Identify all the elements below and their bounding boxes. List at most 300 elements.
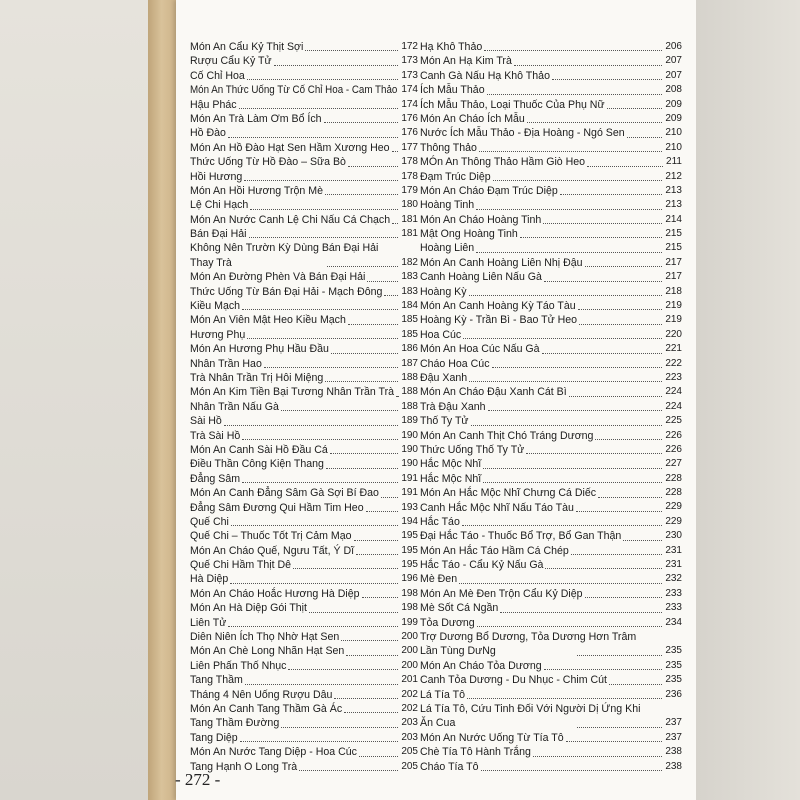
toc-entry-page: 195: [401, 530, 418, 542]
toc-entry-title: Đạm Trúc Diệp: [420, 170, 491, 183]
toc-entry: [190, 702, 418, 716]
toc-entry: [420, 155, 682, 169]
toc-entry-title: Quế Chi: [190, 515, 229, 528]
toc-entry-title: Món An Hắc Táo Hầm Cá Chép: [420, 544, 569, 557]
toc-entry-title: Hắc Táo: [420, 515, 460, 528]
toc-leader-dots: [514, 65, 662, 66]
toc-entry-title: Lá Tía Tô: [420, 688, 465, 701]
toc-leader-dots: [542, 353, 662, 354]
toc-leader-dots: [609, 684, 662, 685]
toc-column-left: [190, 40, 418, 774]
toc-entry-title: Cháo Hoa Cúc: [420, 357, 490, 370]
toc-entry: [190, 760, 418, 774]
toc-leader-dots: [463, 338, 662, 339]
toc-entry-title: Sài Hồ: [190, 415, 222, 428]
toc-entry: [190, 83, 418, 97]
toc-entry-page: 195: [401, 544, 418, 556]
toc-entry-page: 236: [665, 688, 682, 700]
toc-entry: [190, 731, 418, 745]
toc-entry-page: 224: [665, 386, 682, 398]
toc-entry: [420, 385, 682, 399]
toc-entry-page: 208: [665, 84, 682, 96]
toc-entry-page: 199: [401, 616, 418, 628]
toc-leader-dots: [249, 237, 398, 238]
toc-leader-dots: [392, 151, 398, 152]
toc-entry-page: 172: [401, 40, 418, 52]
toc-entry: [190, 328, 418, 342]
toc-entry: [190, 544, 418, 558]
toc-entry-page: 207: [665, 69, 682, 81]
toc-entry-title: Đại Hắc Táo - Thuốc Bổ Trợ, Bổ Gan Thận: [420, 530, 622, 543]
toc-entry-title: Món An Hà Diệp Gói Thịt: [190, 602, 307, 615]
toc-entry-page: 198: [401, 602, 418, 614]
toc-entry-title: Bán Đại Hải: [190, 228, 247, 241]
toc-entry: [190, 112, 418, 126]
toc-entry: [190, 529, 418, 543]
toc-entry: [420, 371, 682, 385]
toc-entry-page: 202: [401, 688, 418, 700]
toc-entry-page: 206: [665, 40, 682, 52]
toc-leader-dots: [367, 281, 398, 282]
toc-entry-title: Đậu Xanh: [420, 371, 468, 384]
toc-entry: [190, 644, 418, 658]
toc-entry-page: 215: [665, 242, 682, 254]
toc-leader-dots: [469, 295, 662, 296]
toc-entry-title: Canh Hoàng Liên Nấu Gà: [420, 271, 542, 284]
toc-entry-title: Mật Ong Hoàng Tinh: [420, 228, 518, 241]
toc-entry-title: Món An Cháo Quế, Ngưu Tất, Ý Dĩ: [190, 544, 355, 557]
toc-leader-dots: [483, 468, 662, 469]
toc-entry-title: Thức Uống Thố Ty Tử: [420, 443, 525, 456]
toc-entry-title: Hoàng Tinh: [420, 199, 475, 212]
toc-entry-page: 228: [665, 472, 682, 484]
toc-entry-title: Tang Hạnh O Long Trà: [190, 760, 298, 773]
toc-entry-title: Quế Chi Hầm Thịt Dê: [190, 559, 292, 572]
toc-entry: [420, 616, 682, 630]
toc-entry: [420, 40, 682, 54]
toc-leader-dots: [344, 712, 398, 713]
toc-entry-title: Cố Chỉ Hoa: [190, 69, 245, 82]
toc-entry: [190, 69, 418, 83]
toc-leader-dots: [325, 381, 398, 382]
toc-entry-title: Cháo Tía Tô: [420, 760, 479, 773]
toc-entry-title: Lá Tía Tô, Cứu Tinh Đối Với Người Dị Ứng Khi Ăn Cua: [420, 702, 641, 730]
toc-entry-title: Đẳng Sâm Đương Qui Hầm Tim Heo: [190, 501, 364, 514]
toc-entry: [420, 98, 682, 112]
toc-entry-title: Món An Hồi Hương Trộn Mè: [190, 184, 323, 197]
toc-leader-dots: [585, 266, 662, 267]
toc-entry: [190, 486, 418, 500]
toc-entry: [190, 558, 418, 572]
toc-entry: [190, 227, 418, 241]
toc-leader-dots: [245, 684, 398, 685]
toc-entry-page: 191: [401, 472, 418, 484]
toc-entry-title: Món An Cháo Đậu Xanh Cát Bì: [420, 386, 567, 399]
toc-entry: [190, 198, 418, 212]
background-surface: [696, 0, 800, 800]
toc-entry-page: 238: [665, 760, 682, 772]
toc-leader-dots: [627, 137, 662, 138]
toc-entry: [190, 371, 418, 385]
toc-entry: [190, 515, 418, 529]
toc-leader-dots: [354, 540, 398, 541]
toc-entry: [420, 673, 682, 687]
toc-entry: [190, 501, 418, 515]
toc-entry-title: Liên Tử: [190, 616, 227, 629]
toc-entry-page: 196: [401, 573, 418, 585]
toc-entry-page: 191: [401, 487, 418, 499]
toc-entry-title: Món An Mè Đen Trộn Cẩu Kỷ Diệp: [420, 587, 583, 600]
toc-leader-dots: [381, 497, 398, 498]
toc-entry: [420, 83, 682, 97]
toc-entry-page: 205: [401, 760, 418, 772]
toc-entry: [420, 213, 682, 227]
toc-entry-title: Hoàng Kỳ - Trần Bì - Bao Tử Heo: [420, 314, 578, 327]
toc-leader-dots: [462, 525, 662, 526]
toc-entry-title: MÓn An Thông Thảo Hầm Giò Heo: [420, 156, 586, 169]
toc-leader-dots: [587, 166, 663, 167]
toc-leader-dots: [578, 309, 662, 310]
toc-entry-page: 195: [401, 559, 418, 571]
toc-entry: [420, 443, 682, 457]
toc-entry-page: 174: [401, 98, 418, 110]
toc-entry-page: 173: [401, 69, 418, 81]
toc-entry-page: 231: [665, 544, 682, 556]
toc-leader-dots: [346, 655, 398, 656]
toc-entry-page: 207: [665, 55, 682, 67]
toc-entry-page: 176: [401, 112, 418, 124]
toc-entry: [190, 457, 418, 471]
toc-leader-dots: [384, 295, 398, 296]
toc-entry-title: Đẳng Sâm: [190, 472, 241, 485]
toc-entry-title: Diên Niên Ích Thọ Nhờ Hạt Sen: [190, 631, 340, 644]
toc-entry-title: Hạ Khô Thảo: [420, 41, 483, 53]
toc-leader-dots: [326, 468, 398, 469]
toc-entry: [420, 745, 682, 759]
toc-entry-title: Món An Canh Hoàng Kỳ Táo Tàu: [420, 300, 576, 313]
toc-entry-page: 220: [665, 328, 682, 340]
toc-entry-page: 229: [665, 501, 682, 513]
toc-entry-title: Hà Diệp: [190, 573, 229, 586]
toc-entry-title: Ích Mẫu Thảo: [420, 84, 485, 97]
toc-leader-dots: [576, 511, 662, 512]
toc-entry: [420, 400, 682, 414]
toc-leader-dots: [305, 50, 398, 51]
toc-entry: [190, 745, 418, 759]
toc-entry-page: 187: [401, 357, 418, 369]
toc-leader-dots: [471, 425, 662, 426]
toc-leader-dots: [231, 525, 398, 526]
toc-entry: [190, 184, 418, 198]
toc-entry-title: Món An Hoa Cúc Nấu Gà: [420, 343, 540, 356]
toc-entry-title: Kiều Mạch: [190, 300, 241, 313]
toc-leader-dots: [566, 741, 662, 742]
toc-entry-page: 219: [665, 300, 682, 312]
toc-entry: [420, 69, 682, 83]
toc-leader-dots: [543, 223, 662, 224]
toc-entry: [420, 198, 682, 212]
toc-entry-title: Hắc Mộc Nhĩ: [420, 458, 482, 471]
toc-entry-page: 185: [401, 328, 418, 340]
toc-entry-title: Thông Thảo: [420, 141, 477, 154]
toc-leader-dots: [230, 583, 398, 584]
toc-entry: [420, 630, 682, 659]
toc-entry-title: Hậu Phác: [190, 98, 237, 111]
toc-leader-dots: [544, 669, 662, 670]
toc-entry-page: 231: [665, 559, 682, 571]
toc-leader-dots: [569, 396, 662, 397]
toc-leader-dots: [577, 727, 662, 728]
toc-entry: [190, 141, 418, 155]
toc-entry-page: 226: [665, 429, 682, 441]
toc-leader-dots: [356, 554, 398, 555]
toc-entry-title: Hồ Đào: [190, 127, 226, 140]
toc-entry-page: 188: [401, 400, 418, 412]
toc-entry-title: Hương Phụ: [190, 328, 246, 341]
toc-entry-page: 198: [401, 587, 418, 599]
toc-leader-dots: [493, 180, 662, 181]
toc-entry: [420, 457, 682, 471]
toc-entry: [420, 112, 682, 126]
toc-entry-page: 221: [665, 343, 682, 355]
toc-entry: [420, 285, 682, 299]
toc-entry: [420, 472, 682, 486]
toc-entry-page: 235: [665, 659, 682, 671]
toc-entry: [420, 702, 682, 731]
toc-entry: [190, 357, 418, 371]
toc-leader-dots: [520, 237, 662, 238]
toc-entry-page: 181: [401, 228, 418, 240]
toc-entry-page: 181: [401, 213, 418, 225]
toc-entry-title: Món An Canh Đẳng Sâm Gà Sợi Bí Đao: [190, 487, 379, 500]
toc-entry-title: Tang Diệp: [190, 731, 238, 744]
toc-entry-title: Món An Kim Tiền Bại Tương Nhân Trần Trà: [190, 386, 395, 399]
toc-entry-title: Nhân Trần Nấu Gà: [190, 400, 279, 413]
toc-entry: [420, 544, 682, 558]
toc-leader-dots: [274, 65, 398, 66]
toc-entry-title: Hoàng Liên: [420, 242, 475, 255]
toc-leader-dots: [483, 482, 662, 483]
toc-entry: [190, 630, 418, 644]
toc-entry-page: 224: [665, 400, 682, 412]
toc-leader-dots: [476, 252, 662, 253]
toc-entry-title: Tháng 4 Nên Uống Rượu Dâu: [190, 688, 333, 701]
toc-entry-title: Món An Canh Sài Hồ Đầu Cá: [190, 443, 328, 456]
toc-entry-title: Món An Hương Phụ Hầu Đầu: [190, 343, 329, 356]
toc-entry-page: 182: [401, 256, 418, 268]
toc-entry-title: Món An Canh Hoàng Liên Nhị Đậu: [420, 256, 583, 269]
toc-leader-dots: [299, 770, 398, 771]
toc-entry-title: Món An Cháo Ích Mẫu: [420, 112, 525, 125]
toc-entry-title: Nhân Trần Hao: [190, 357, 262, 370]
toc-entry: [420, 241, 682, 255]
toc-entry-page: 194: [401, 515, 418, 527]
toc-entry: [190, 270, 418, 284]
toc-entry-page: 238: [665, 746, 682, 758]
toc-entry-page: 217: [665, 271, 682, 283]
toc-entry-title: Trà Đậu Xanh: [420, 400, 486, 413]
toc-leader-dots: [244, 180, 398, 181]
toc-entry: [420, 558, 682, 572]
toc-entry-page: 193: [401, 501, 418, 513]
toc-entry: [190, 155, 418, 169]
toc-entry-page: 218: [665, 285, 682, 297]
toc-entry-title: Thức Uống Từ Bán Đại Hải - Mạch Đông: [190, 285, 383, 298]
toc-entry-title: Món An Hồ Đào Hạt Sen Hầm Xương Heo: [190, 141, 390, 154]
toc-leader-dots: [247, 79, 398, 80]
toc-leader-dots: [477, 626, 662, 627]
toc-entry-title: Món An Canh Thịt Chó Tráng Dương: [420, 429, 594, 442]
toc-leader-dots: [492, 367, 662, 368]
toc-entry-page: 213: [665, 184, 682, 196]
toc-entry: [190, 601, 418, 615]
toc-leader-dots: [469, 381, 662, 382]
toc-entry: [190, 572, 418, 586]
toc-leader-dots: [527, 122, 662, 123]
toc-leader-dots: [247, 338, 398, 339]
toc-entry-title: Món An Nước Tang Diệp - Hoa Cúc: [190, 746, 357, 759]
toc-entry-page: 227: [665, 458, 682, 470]
toc-entry-title: Món An Cẩu Kỷ Thịt Sợi: [190, 41, 304, 53]
toc-entry-title: Món An Cháo Hoàng Tinh: [420, 213, 542, 226]
toc-entry-title: Lệ Chi Hạch: [190, 199, 249, 212]
toc-entry-title: Món An Hắc Mộc Nhĩ Chưng Cá Diếc: [420, 487, 597, 500]
toc-leader-dots: [228, 626, 398, 627]
toc-entry-page: 190: [401, 443, 418, 455]
toc-entry-page: 176: [401, 127, 418, 139]
toc-leader-dots: [396, 396, 398, 397]
toc-entry: [190, 414, 418, 428]
toc-leader-dots: [476, 209, 662, 210]
toc-entry: [420, 270, 682, 284]
toc-leader-dots: [334, 698, 398, 699]
toc-entry: [420, 688, 682, 702]
toc-entry-page: 200: [401, 631, 418, 643]
toc-entry: [190, 673, 418, 687]
toc-leader-dots: [479, 151, 662, 152]
toc-entry-page: 186: [401, 343, 418, 355]
toc-entry-page: 203: [401, 731, 418, 743]
toc-entry: [190, 313, 418, 327]
toc-entry-page: 234: [665, 616, 682, 628]
toc-entry-page: 209: [665, 112, 682, 124]
toc-entry-page: 230: [665, 530, 682, 542]
toc-entry-title: Món An Cháo Hoắc Hương Hà Diệp: [190, 587, 360, 600]
toc-entry: [420, 587, 682, 601]
toc-leader-dots: [281, 727, 398, 728]
toc-entry-title: Hắc Táo - Cẩu Kỷ Nấu Gà: [420, 559, 544, 572]
toc-entry: [190, 429, 418, 443]
toc-leader-dots: [487, 94, 662, 95]
toc-entry: [420, 529, 682, 543]
toc-entry-page: 200: [401, 645, 418, 657]
toc-entry-page: 235: [665, 645, 682, 657]
toc-leader-dots: [250, 209, 398, 210]
toc-leader-dots: [242, 482, 398, 483]
toc-leader-dots: [544, 281, 662, 282]
toc-entry: [190, 400, 418, 414]
toc-entry: [190, 587, 418, 601]
toc-entry-title: Chè Tía Tô Hành Trắng: [420, 746, 531, 759]
toc-leader-dots: [623, 540, 662, 541]
toc-entry-page: 209: [665, 98, 682, 110]
toc-entry-title: Ích Mẫu Thảo, Loại Thuốc Của Phụ Nữ: [420, 98, 605, 111]
toc-entry-page: 223: [665, 371, 682, 383]
toc-entry: [420, 227, 682, 241]
toc-entry-page: 179: [401, 184, 418, 196]
toc-entry-page: 205: [401, 746, 418, 758]
toc-leader-dots: [362, 597, 398, 598]
toc-entry-title: Món An Trà Làm Ơm Bổ Ích: [190, 112, 322, 125]
toc-entry-title: Tỏa Dương: [420, 616, 475, 629]
toc-entry-title: Canh Gà Nấu Hạ Khô Thảo: [420, 69, 550, 82]
toc-entry-page: 183: [401, 271, 418, 283]
toc-leader-dots: [392, 223, 398, 224]
toc-entry: [420, 601, 682, 615]
toc-entry: [420, 731, 682, 745]
toc-entry: [420, 256, 682, 270]
toc-leader-dots: [341, 640, 398, 641]
toc-leader-dots: [348, 166, 398, 167]
toc-entry: [420, 313, 682, 327]
toc-leader-dots: [366, 511, 398, 512]
toc-entry-title: Món An Hạ Kim Trà: [420, 55, 512, 68]
toc-entry: [420, 429, 682, 443]
toc-entry-page: 185: [401, 314, 418, 326]
toc-leader-dots: [242, 439, 398, 440]
toc-entry-page: 232: [665, 573, 682, 585]
toc-entry: [420, 501, 682, 515]
toc-entry-title: Liên Phấn Thố Nhục: [190, 659, 287, 672]
toc-leader-dots: [324, 122, 398, 123]
toc-leader-dots: [325, 194, 398, 195]
toc-leader-dots: [228, 137, 398, 138]
toc-entry-title: Món An Viên Mật Heo Kiều Mạch: [190, 314, 346, 327]
toc-entry-page: 211: [666, 156, 682, 168]
toc-entry-page: 183: [401, 285, 418, 297]
toc-entry-page: 190: [401, 429, 418, 441]
toc-leader-dots: [293, 568, 398, 569]
toc-entry-title: Nước Ích Mẫu Thảo - Địa Hoàng - Ngó Sen: [420, 127, 625, 140]
toc-entry: [420, 414, 682, 428]
toc-leader-dots: [240, 741, 398, 742]
toc-leader-dots: [595, 439, 662, 440]
toc-entry-page: 233: [665, 587, 682, 599]
toc-entry-page: 214: [665, 213, 682, 225]
toc-leader-dots: [281, 410, 398, 411]
toc-entry-title: Hắc Mộc Nhĩ: [420, 472, 482, 485]
toc-entry-page: 233: [665, 602, 682, 614]
toc-entry-page: 210: [665, 141, 682, 153]
toc-leader-dots: [288, 669, 398, 670]
toc-entry-title: Món An Nước Uống Từ Tía Tô: [420, 731, 564, 744]
toc-entry-page: 228: [665, 487, 682, 499]
toc-leader-dots: [224, 425, 398, 426]
toc-entry: [420, 515, 682, 529]
toc-entry: [190, 98, 418, 112]
toc-entry-page: 180: [401, 199, 418, 211]
toc-entry: [190, 40, 418, 54]
toc-entry: [190, 716, 418, 730]
toc-entry-title: Món An Cháo Đạm Trúc Diệp: [420, 184, 558, 197]
toc-leader-dots: [545, 568, 662, 569]
toc-entry: [420, 760, 682, 774]
toc-entry-page: 200: [401, 659, 418, 671]
toc-entry: [420, 328, 682, 342]
toc-entry-title: Trà Sài Hồ: [190, 429, 241, 442]
toc-entry-title: Trợ Dương Bổ Dương, Tỏa Dương Hơn Trâm Lần Tùng DưNg: [420, 631, 637, 658]
toc-leader-dots: [327, 266, 398, 267]
